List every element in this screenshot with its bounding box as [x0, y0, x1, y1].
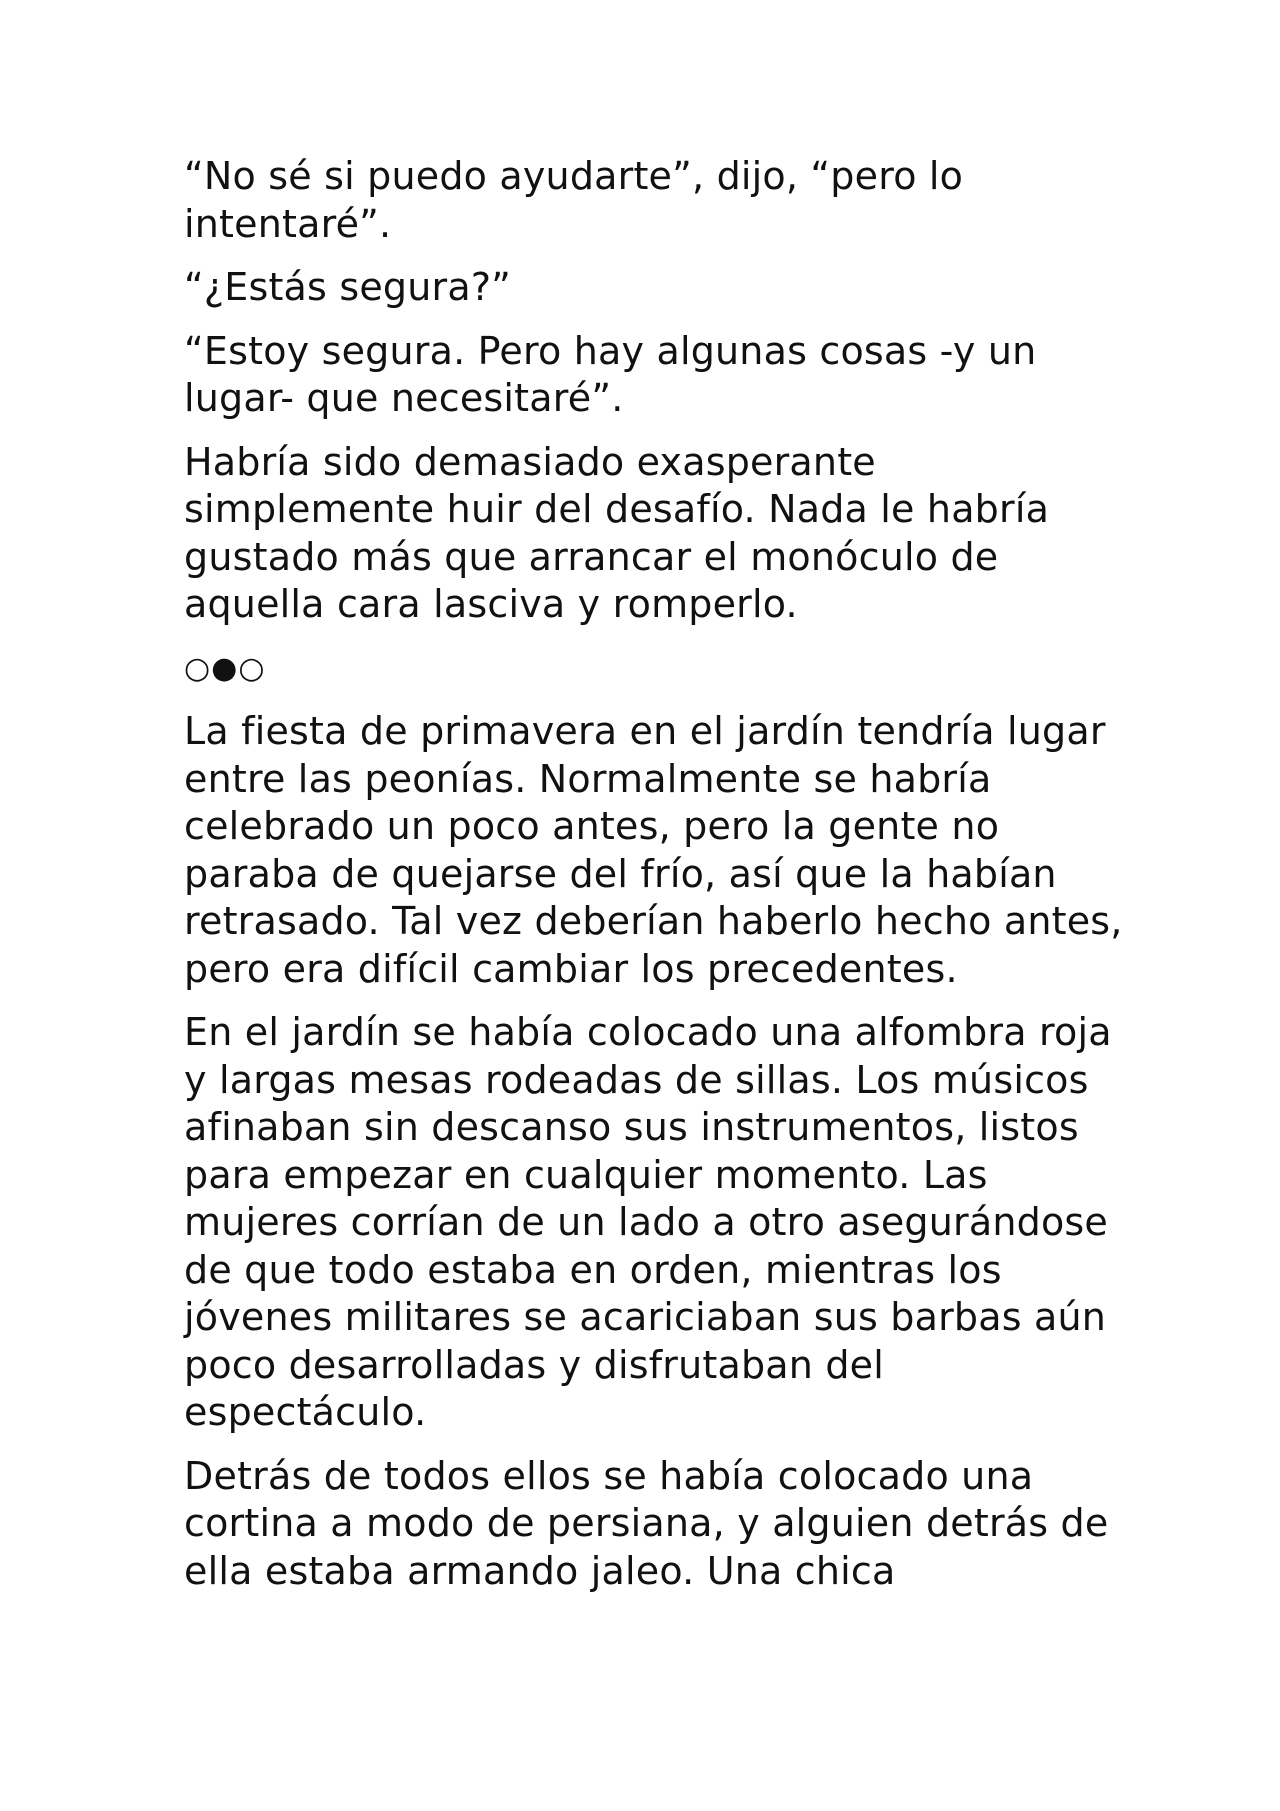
paragraph: Detrás de todos ellos se había colocado una cortina a modo de persiana, y alguien detrás de ella estaba armando jaleo. Una chica	[184, 1453, 1109, 1593]
paragraph: “Estoy segura. Pero hay algunas cosas -y un lugar- que necesitaré”.	[184, 328, 1037, 420]
document-page	[184, 153, 1124, 1611]
paragraph: “¿Estás segura?”	[184, 265, 512, 309]
paragraph: En el jardín se había colocado una alfombra roja y largas mesas rodeadas de sillas. Los músicos afinaban sin descanso sus instrumentos, listos para empezar en cualquier momento. Las mujeres corrían de un lado a otro asegurándose de que todo estaba en orden, mientras los jóvenes militares se acariciaban sus barbas aún poco desarrolladas y disfrutaban del espectáculo.	[184, 1010, 1112, 1434]
paragraph: La fiesta de primavera en el jardín tendría lugar entre las peonías. Normalmente se habría celebrado un poco antes, pero la gente no paraba de quejarse del frío, así que la habían retrasado. Tal vez deberían haberlo hecho antes, pero era difícil cambiar los precedentes.	[184, 709, 1123, 991]
paragraph: “No sé si puedo ayudarte”, dijo, “pero lo intentaré”.	[184, 154, 964, 246]
paragraph: Habría sido demasiado exasperante simplemente huir del desafío. Nada le habría gustado más que arrancar el monóculo de aquella cara lasciva y romperlo.	[184, 439, 1050, 626]
section-separator: ○●○	[184, 650, 266, 686]
